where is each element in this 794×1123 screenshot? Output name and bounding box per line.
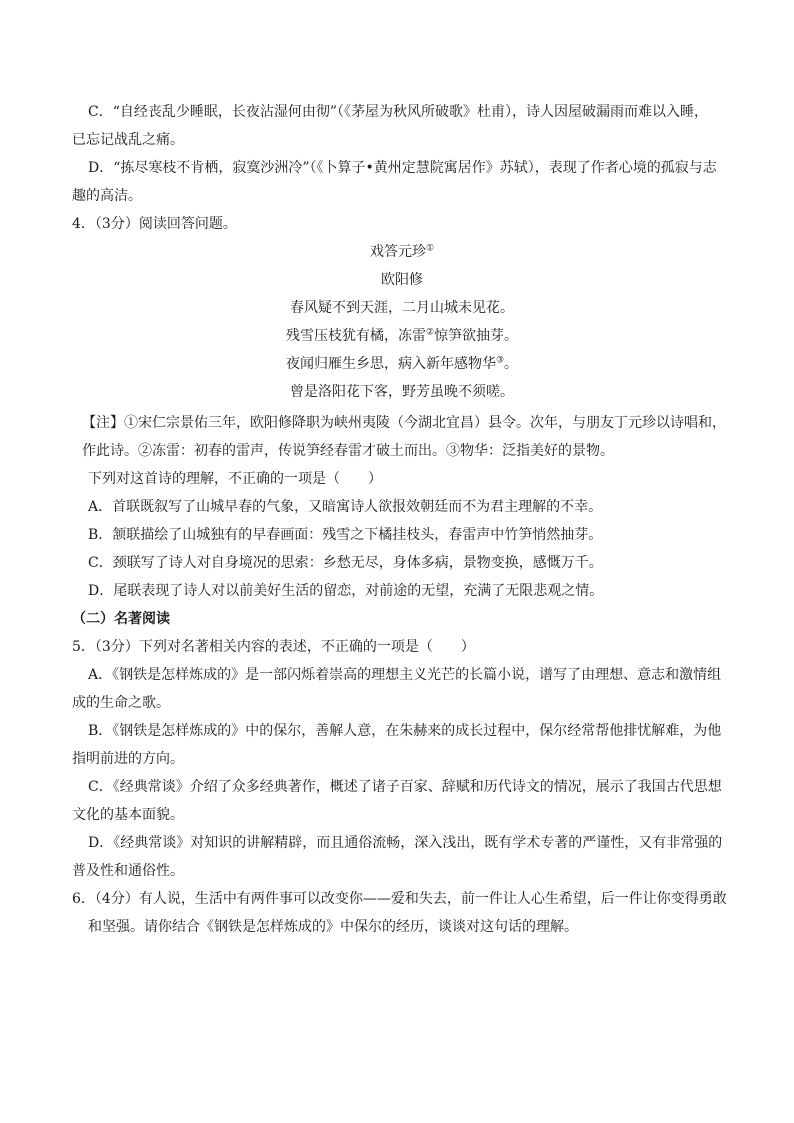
q5-option-c-line1: C．《经典常谈》介绍了众多经典著作，概述了诸子百家、辞赋和历代诗文的情况，展示了我国古代思想 bbox=[88, 779, 722, 795]
poem-line-2-part-a: 残雪压枝犹有橘，冻雷 bbox=[285, 328, 426, 344]
q3-option-d-line1: D．“拣尽寒枝不肯栖，寂寞沙洲冷”（《卜算子•黄州定慧院寓居作》苏轼），表现了作者心境的孤寂与志 bbox=[88, 160, 717, 176]
poem-note-line1: 【注】①宋仁宗景佑三年，欧阳修降职为峡州夷陵（今湖北宜昌）县令。次年，与朋友丁元珍以诗唱和， bbox=[82, 415, 726, 431]
q3-option-d-line2: 趣的高洁。 bbox=[72, 188, 142, 204]
poem-line-3-part-a: 夜闻归雁生乡思，病入新年感物华 bbox=[285, 356, 496, 372]
poem-title-note-mark: ① bbox=[425, 243, 435, 254]
q5-option-a-line1: A．《钢铁是怎样炼成的》是一部闪烁着崇高的理想主义光芒的长篇小说，谱写了由理想、意志和激情组 bbox=[88, 667, 722, 683]
poem-note-line2: 作此诗。②冻雷：初春的雷声，传说笋经春雷才破土而出。③物华：泛指美好的景物。 bbox=[82, 443, 614, 459]
q5-option-b-line1: B．《钢铁是怎样炼成的》中的保尔，善解人意，在朱赫来的成长过程中，保尔经常帮他排忧解难，为他 bbox=[88, 723, 722, 739]
q5-option-a-line2: 成的生命之歌。 bbox=[72, 695, 170, 711]
q4-stem: 4．（3分）阅读回答问题。 bbox=[72, 216, 237, 232]
poem-line-3 bbox=[72, 350, 732, 378]
poem-line-3-part-b: 。 bbox=[504, 356, 519, 372]
q3-option-c-line1: C．“自经丧乱少睡眠，长夜沾湿何由彻”（《茅屋为秋风所破歌》杜甫），诗人因屋破漏雨而难以入睡， bbox=[88, 104, 709, 120]
q6-stem-line2: 和坚强。请你结合《钢铁是怎样炼成的》中保尔的经历，谈谈对这句话的理解。 bbox=[88, 919, 578, 935]
poem-author: 欧阳修 bbox=[381, 272, 423, 288]
q5-stem: 5．（3分）下列对名著相关内容的表述，不正确的一项是（ ） bbox=[72, 639, 475, 655]
poem-line-2 bbox=[72, 322, 732, 350]
q4-option-d: D．尾联表现了诗人对以前美好生活的留恋，对前途的无望，充满了无限悲观之情。 bbox=[88, 583, 604, 599]
poem-line-2-part-b: 惊笋欲抽芽。 bbox=[434, 328, 519, 344]
q6-stem-line1: 6．（4分）有人说，生活中有两件事可以改变你——爱和失去，前一件让人心生希望，后一件让你变得勇敢 bbox=[72, 891, 727, 907]
poem-line-4: 曾是洛阳花下客，野芳虽晚不须嗟。 bbox=[290, 384, 514, 400]
poem-line-2-note-mark: ② bbox=[425, 327, 435, 338]
q5-option-d-line2: 普及性和通俗性。 bbox=[72, 863, 184, 879]
section-heading: （二）名著阅读 bbox=[72, 611, 170, 627]
poem-line-3-note-mark: ③ bbox=[495, 355, 505, 366]
q4-option-a: A．首联既叙写了山城早春的气象，又暗寓诗人欲报效朝廷而不为君主理解的不幸。 bbox=[88, 499, 603, 515]
q5-option-c-line2: 文化的基本面貌。 bbox=[72, 807, 184, 823]
poem-line-1: 春风疑不到天涯，二月山城未见花。 bbox=[290, 300, 514, 316]
exam-page bbox=[72, 98, 732, 941]
q5-option-b-line2: 指明前进的方向。 bbox=[72, 751, 184, 767]
poem-title-text: 戏答元珍 bbox=[369, 244, 426, 260]
poem-title bbox=[72, 238, 732, 266]
q4-question: 下列对这首诗的理解，不正确的一项是（ ） bbox=[88, 471, 382, 487]
q4-option-c: C．颈联写了诗人对自身境况的思索：乡愁无尽，身体多病，景物变换，感慨万千。 bbox=[88, 555, 603, 571]
q3-option-c-line2: 已忘记战乱之痛。 bbox=[72, 132, 184, 148]
q4-option-b: B．颔联描绘了山城独有的早春画面：残雪之下橘挂枝头，春雷声中竹笋悄然抽芽。 bbox=[88, 527, 603, 543]
q5-option-d-line1: D．《经典常谈》对知识的讲解精辟，而且通俗流畅，深入浅出，既有学术专著的严谨性，又有非常强的 bbox=[88, 835, 723, 851]
